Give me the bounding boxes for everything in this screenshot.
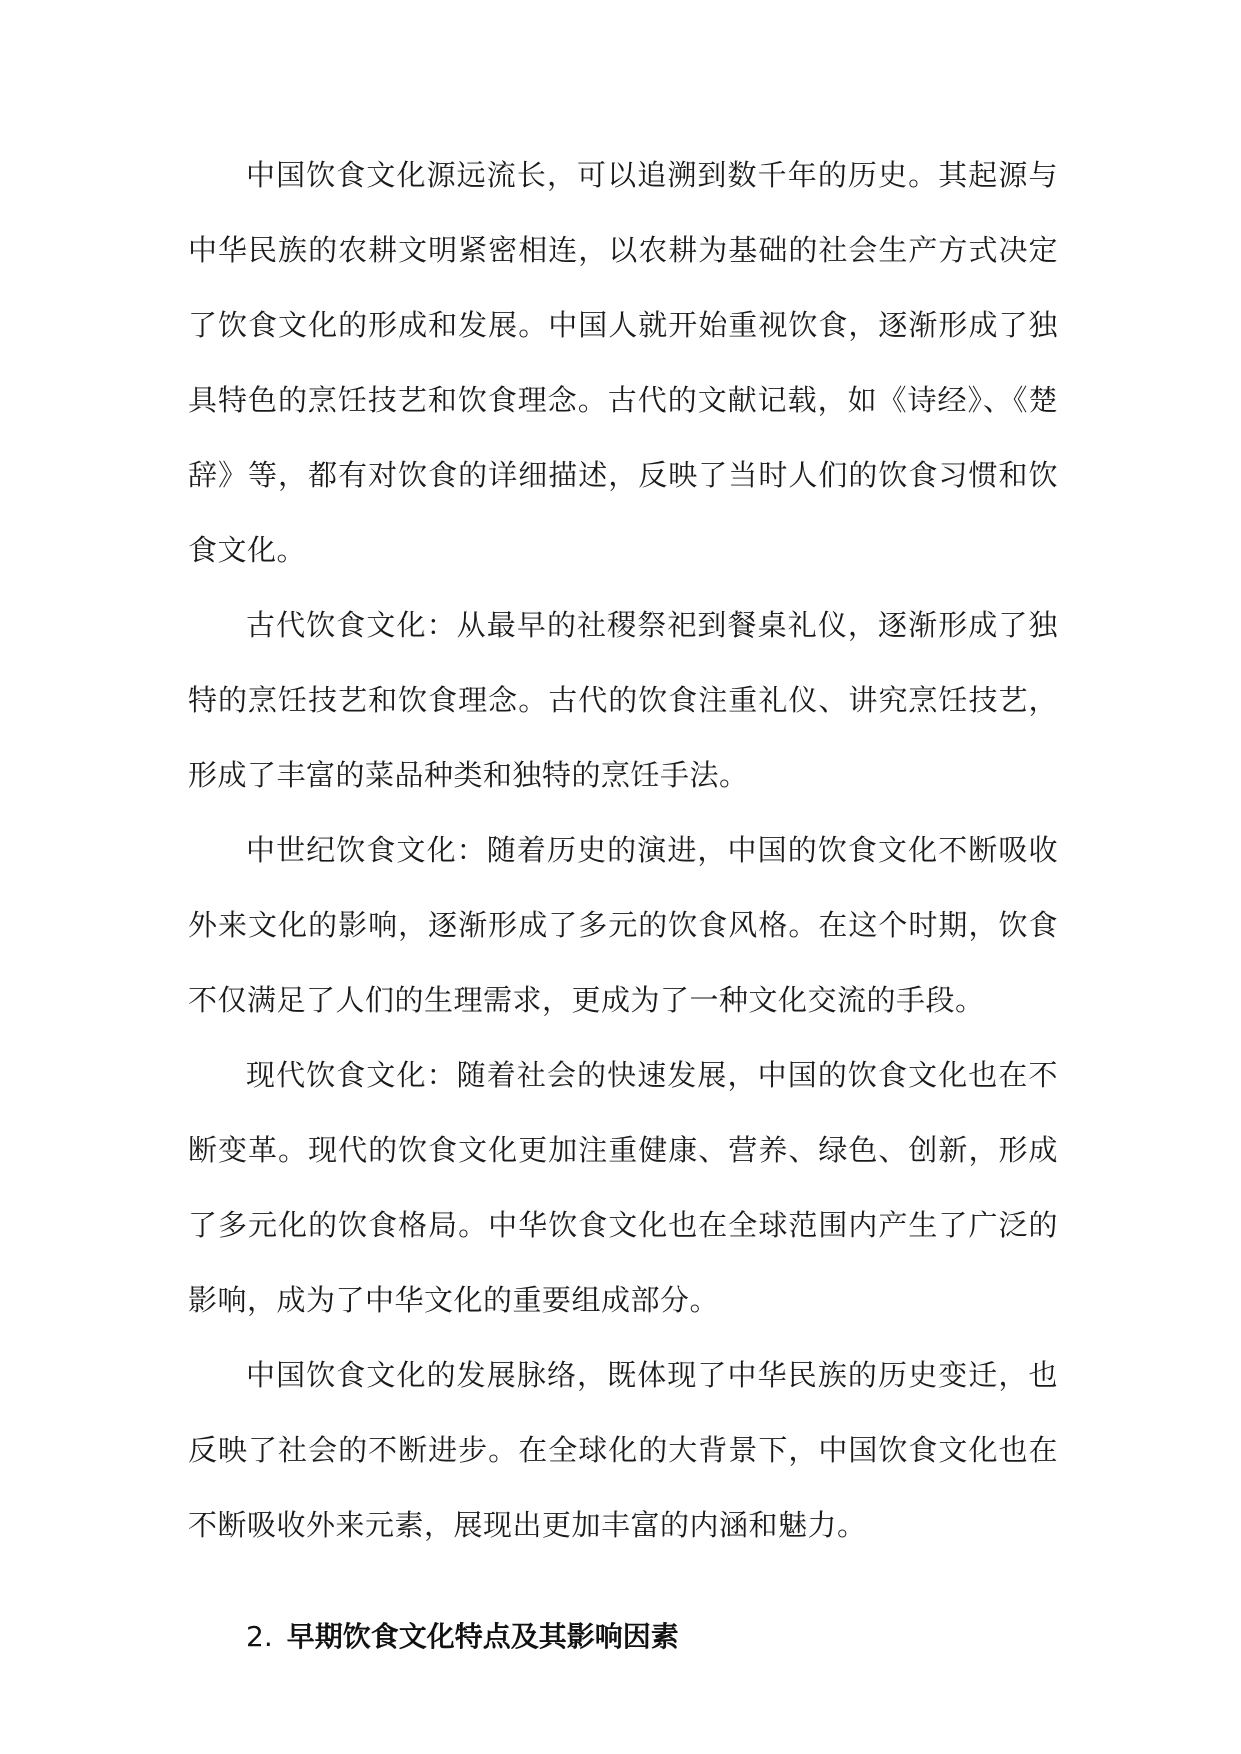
paragraph-medieval: 中世纪饮食文化：随着历史的演进，中国的饮食文化不断吸收外来文化的影响，逐渐形成了多元的饮食风格。在这个时期，饮食不仅满足了人们的生理需求，更成为了一种文化交流的手段。: [188, 833, 1058, 1017]
document-body: [188, 138, 1058, 1657]
paragraph-ancient: 古代饮食文化：从最早的社稷祭祀到餐桌礼仪，逐渐形成了独特的烹饪技艺和饮食理念。古代的饮食注重礼仪、讲究烹饪技艺，形成了丰富的菜品种类和独特的烹饪手法。: [188, 608, 1058, 792]
paragraph-summary: 中国饮食文化的发展脉络，既体现了中华民族的历史变迁，也反映了社会的不断进步。在全球化的大背景下，中国饮食文化也在不断吸收外来元素，展现出更加丰富的内涵和魅力。: [188, 1358, 1058, 1542]
section-heading: [188, 1617, 1058, 1657]
section-title: 早期饮食文化特点及其影响因素: [286, 1620, 679, 1653]
paragraph-origin: 中国饮食文化源远流长，可以追溯到数千年的历史。其起源与中华民族的农耕文明紧密相连，以农耕为基础的社会生产方式决定了饮食文化的形成和发展。中国人就开始重视饮食，逐渐形成了独具特色的烹饪技艺和饮食理念。古代的文献记载，如《诗经》、《楚辞》等，都有对饮食的详细描述，反映了当时人们的饮食习惯和饮食文化。: [188, 158, 1058, 567]
paragraph-modern: 现代饮食文化：随着社会的快速发展，中国的饮食文化也在不断变革。现代的饮食文化更加注重健康、营养、绿色、创新，形成了多元化的饮食格局。中华饮食文化也在全球范围内产生了广泛的影响，成为了中华文化的重要组成部分。: [188, 1058, 1058, 1317]
section-number: 2.: [246, 1620, 273, 1653]
